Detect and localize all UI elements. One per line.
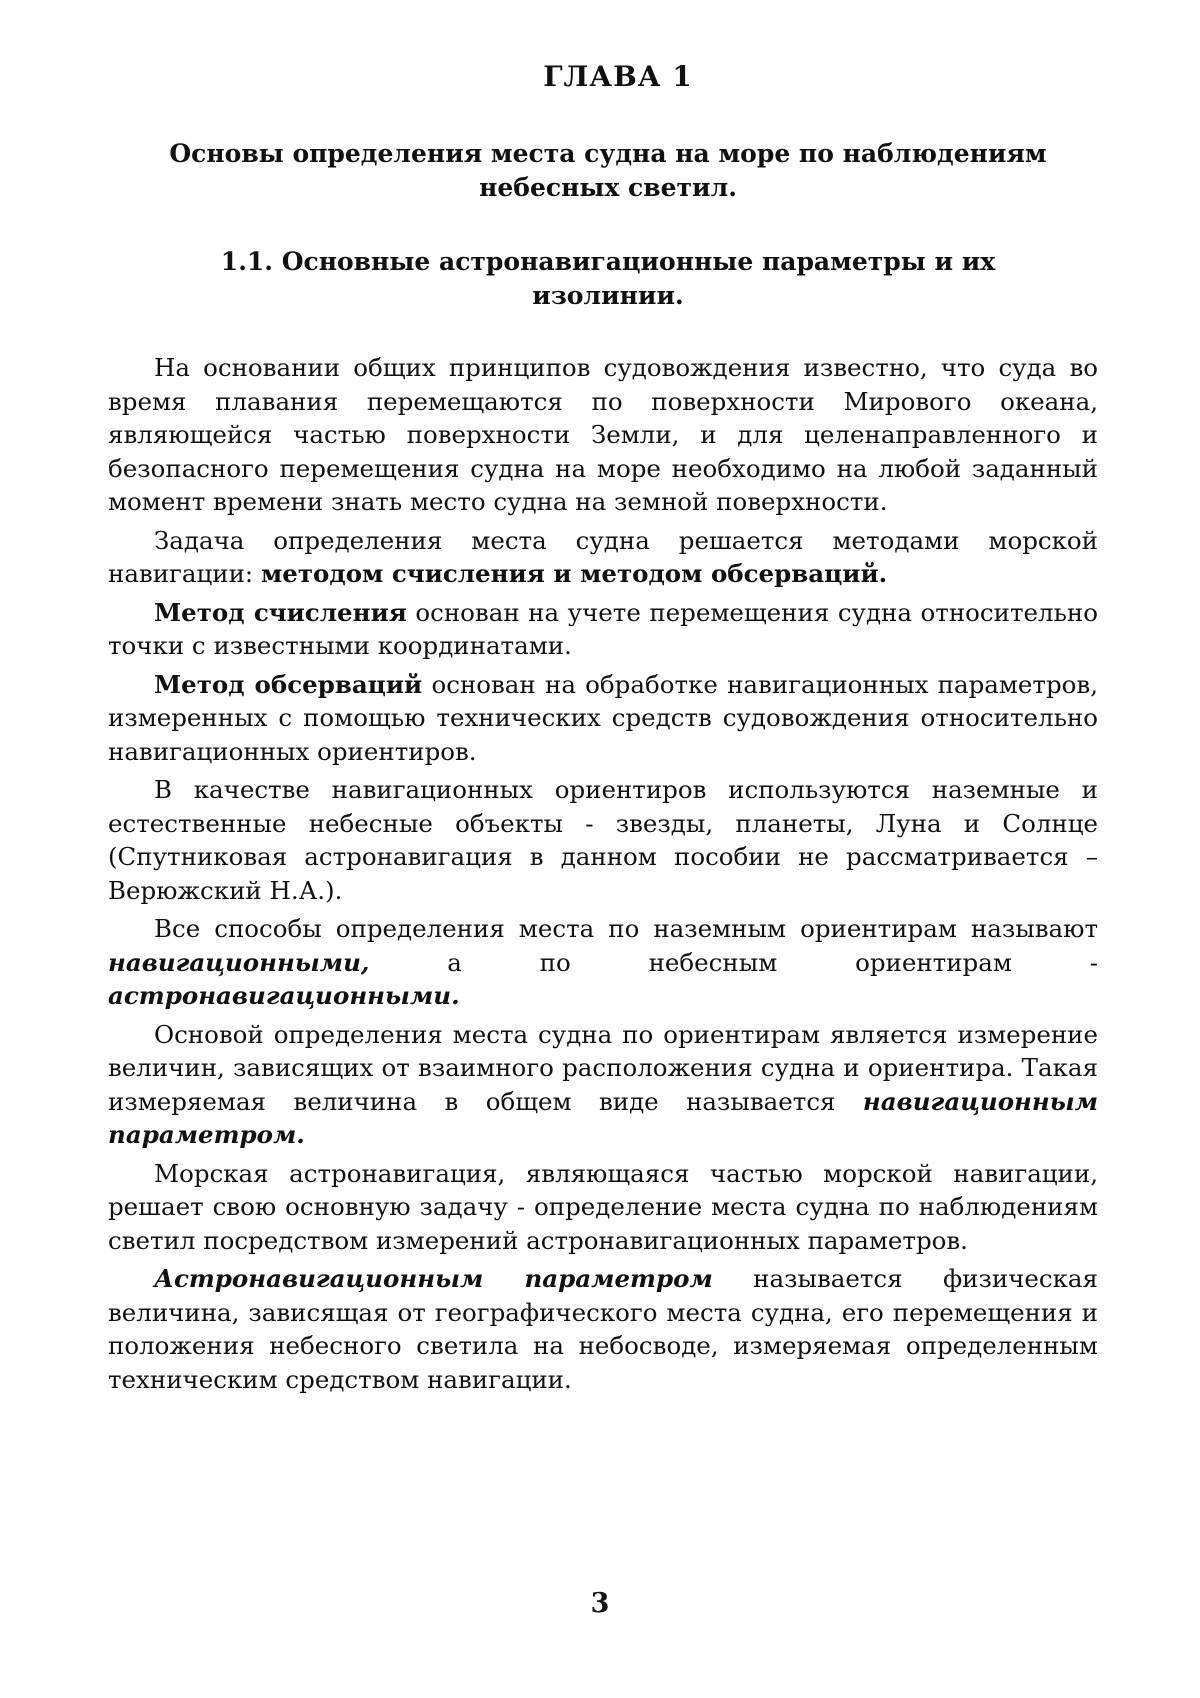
paragraph-8-text: Морская астронавигация, являющаяся частью морской навигации, решает свою основную задачу - определение места судна по наблюдениям светил посредством измерений астронавигационных параметров.	[108, 1158, 1098, 1255]
paragraph-5	[108, 773, 1098, 907]
body-text	[108, 351, 1098, 1396]
chapter-title: Основы определения места судна на море по наблюдениям небесных светил.	[169, 139, 1047, 202]
term-navigational-parameter: навигационным параметром.	[108, 1086, 1098, 1149]
term-observation-method: Метод обсерваций	[154, 669, 423, 699]
paragraph-1-text: На основании общих принципов судовождения известно, что суда во время плавания перемещаются по поверхности Мирового океана, являющейся частью поверхности Земли, и для целенаправленного и безопасного перемещения судна на море необходимо на любой заданный момент времени знать место судна на земной поверхности.	[108, 353, 1098, 516]
paragraph-4	[108, 668, 1098, 769]
term-astronavigational: астронавигационными.	[108, 981, 460, 1010]
paragraph-6	[108, 912, 1098, 1013]
paragraph-3-text: основан на учете перемещения судна относительно точки с известными координатами.	[108, 597, 1098, 660]
section-heading: 1.1. Основные астронавигационные параметры и их изолинии.	[220, 247, 996, 310]
page-number: 3	[590, 1588, 610, 1619]
paragraph-6-text-a: Все способы определения места по наземным ориентирам называют	[154, 914, 1098, 943]
paragraph-4-text: основан на обработке навигационных параметров, измеренных с помощью технических средств судовождения относительно навигационных ориентиров.	[108, 669, 1098, 766]
chapter-heading: ГЛАВА 1	[543, 60, 693, 93]
paragraph-2-bold: методом счисления и методом обсерваций.	[260, 559, 888, 588]
paragraph-2	[108, 524, 1098, 591]
page-content	[108, 60, 1098, 1401]
paragraph-9-text: называется физическая величина, зависящая от географического места судна, его перемещения и положения небесного светила на небосводе, измеряемая определенным техническим средством навигации.	[108, 1264, 1098, 1394]
paragraph-7	[108, 1018, 1098, 1152]
paragraph-5-text: В качестве навигационных ориентиров используются наземные и естественные небесные объекты - звезды, планеты, Луна и Солнце (Спутниковая астронавигация в данном пособии не рассматривается – Верюжский Н.А.).	[108, 775, 1098, 905]
paragraph-1	[108, 351, 1098, 519]
term-astronavigational-parameter: Астронавигационным параметром	[154, 1264, 713, 1293]
paragraph-2-text: Задача определения места судна решается методами морской навигации:	[108, 525, 1098, 588]
paragraph-6-text-c: а по небесным ориентирам -	[369, 947, 1098, 977]
paragraph-8	[108, 1157, 1098, 1258]
paragraph-3	[108, 596, 1098, 663]
paragraph-7-text: Основой определения места судна по ориентирам является измерение величин, зависящих от взаимного расположения судна и ориентира. Такая измеряемая величина в общем виде называется	[108, 1019, 1098, 1116]
paragraph-9	[108, 1262, 1098, 1396]
term-dead-reckoning: Метод счисления	[154, 597, 407, 627]
term-navigational: навигационными,	[108, 947, 370, 977]
